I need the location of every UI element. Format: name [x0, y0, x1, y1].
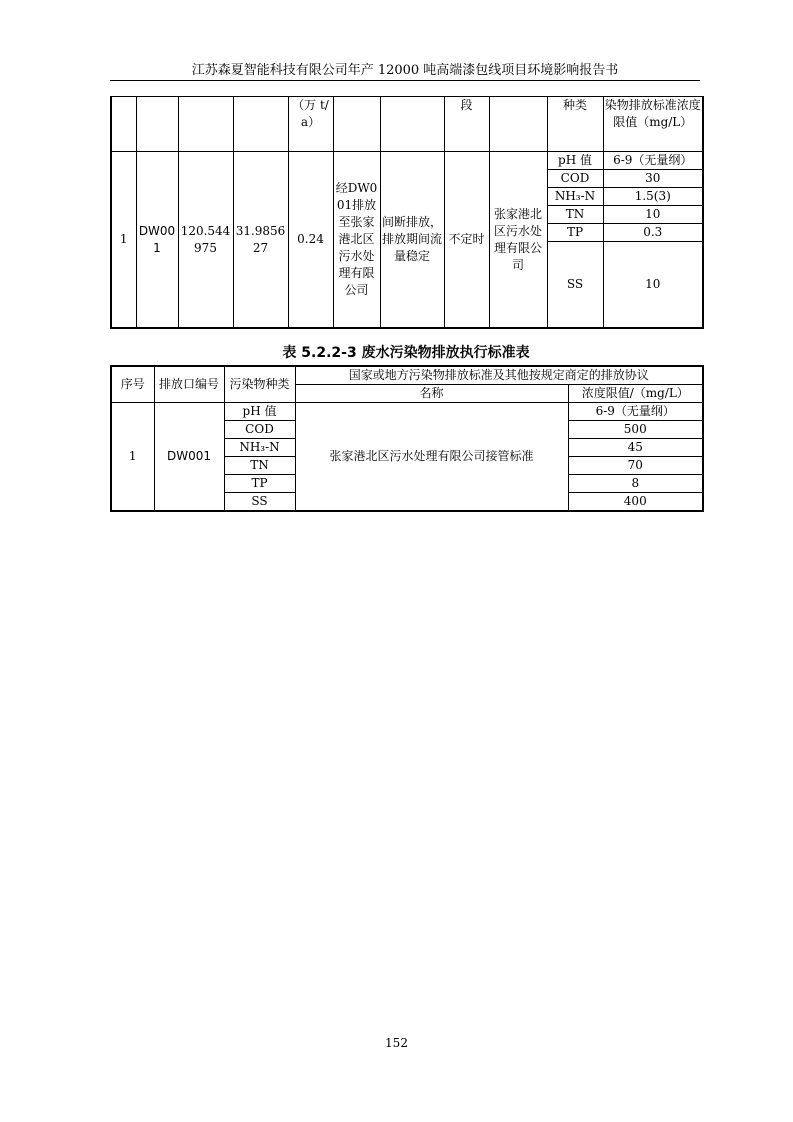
period-cell: 不定时	[444, 152, 489, 329]
item-name-cell: SS	[547, 242, 603, 329]
item-name-cell: COD	[547, 170, 603, 188]
item-value-cell: 10	[603, 206, 703, 224]
limit-cell: 45	[568, 439, 703, 457]
seq-cell: 1	[111, 152, 136, 329]
longitude-cell: 120.544975	[178, 152, 233, 329]
table-row	[111, 152, 703, 170]
table-row	[111, 97, 703, 152]
limit-cell: 6-9（无量纲）	[568, 403, 703, 421]
pollutant-cell: TP	[224, 475, 295, 493]
pollutant-cell: COD	[224, 421, 295, 439]
item-name-cell: pH 值	[547, 152, 603, 170]
pollutant-cell: pH 值	[224, 403, 295, 421]
limit-cell: 8	[568, 475, 703, 493]
item-value-cell: 1.5(3)	[603, 188, 703, 206]
seq-cell: 1	[111, 403, 154, 512]
item-name-cell: NH₃-N	[547, 188, 603, 206]
receiver-cell: 张家港北区污水处理有限公司	[489, 152, 547, 329]
header-pollutant: 污染物种类	[224, 366, 295, 403]
page-number: 152	[385, 1036, 408, 1050]
outlet-cell: DW001	[136, 152, 178, 329]
period-header-cell: 段	[444, 97, 489, 152]
discharge-standard-table	[110, 365, 704, 512]
outlet-cell: DW001	[154, 403, 224, 512]
page-header: 江苏森夏智能科技有限公司年产 12000 吨高端漆包线项目环境影响报告书	[110, 62, 700, 81]
item-value-cell: 30	[603, 170, 703, 188]
item-name-cell: TN	[547, 206, 603, 224]
flow-cell: 0.24	[288, 152, 333, 329]
standard-name-cell: 张家港北区污水处理有限公司接管标准	[295, 403, 568, 512]
item-name-cell: TP	[547, 224, 603, 242]
pollutant-cell: NH₃-N	[224, 439, 295, 457]
table-row	[111, 403, 703, 421]
pollutant-kind-cell: 种类	[547, 97, 603, 152]
flow-unit-cell: （万 t/a）	[288, 97, 333, 152]
limit-cell: 400	[568, 493, 703, 512]
header-name: 名称	[295, 385, 568, 403]
item-value-cell: 10	[603, 242, 703, 329]
limit-cell: 500	[568, 421, 703, 439]
destination-cell: 经DW001排放至张家港北区污水处理有限公司	[333, 152, 380, 329]
header-standard-group: 国家或地方污染物排放标准及其他按规定商定的排放协议	[295, 366, 703, 385]
discharge-mode-cell: 间断排放，排放期间流量稳定	[380, 152, 444, 329]
pollutant-cell: TN	[224, 457, 295, 475]
item-value-cell: 0.3	[603, 224, 703, 242]
table-row	[111, 366, 703, 385]
table-caption: 表 5.2.2-3 废水污染物排放执行标准表	[282, 345, 530, 361]
pollutant-cell: SS	[224, 493, 295, 512]
header-limit: 浓度限值/（mg/L）	[568, 385, 703, 403]
header-seq: 序号	[111, 366, 154, 403]
item-value-cell: 6-9（无量纲）	[603, 152, 703, 170]
latitude-cell: 31.985627	[233, 152, 288, 329]
limit-cell: 70	[568, 457, 703, 475]
header-outlet: 排放口编号	[154, 366, 224, 403]
limit-header-cell: 染物排放标准浓度限值（mg/L）	[603, 97, 703, 152]
outlet-info-table	[110, 96, 704, 329]
